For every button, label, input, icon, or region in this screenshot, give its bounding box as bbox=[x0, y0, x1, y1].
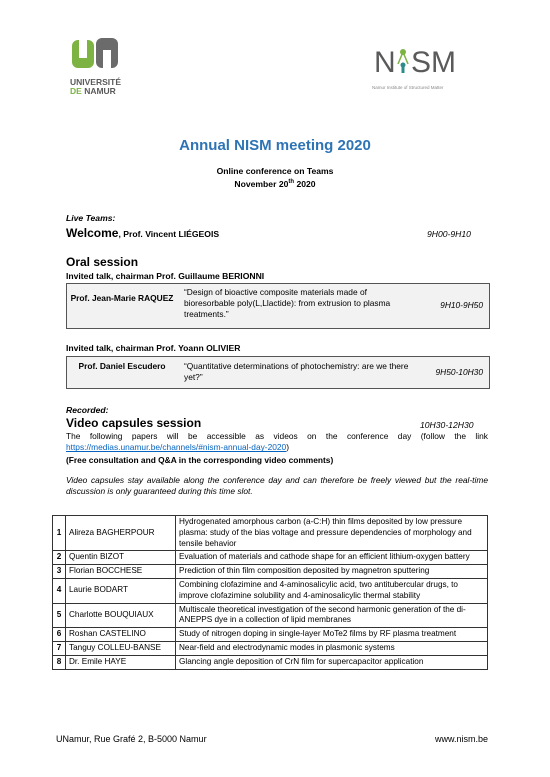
nism-logo bbox=[372, 44, 492, 90]
capsule-row bbox=[53, 516, 488, 551]
welcome-time: 9H00-9H10 bbox=[427, 229, 471, 239]
capsule-number: 3 bbox=[53, 565, 66, 579]
capsule-row bbox=[53, 628, 488, 642]
capsule-number: 4 bbox=[53, 578, 66, 603]
talk-2-box bbox=[66, 356, 490, 389]
capsule-number: 1 bbox=[53, 516, 66, 551]
capsule-number: 7 bbox=[53, 641, 66, 655]
capsule-number: 8 bbox=[53, 655, 66, 669]
video-session-heading: Video capsules session bbox=[66, 416, 202, 430]
page-title: Annual NISM meeting 2020 bbox=[179, 137, 371, 154]
capsule-number: 6 bbox=[53, 628, 66, 642]
welcome-chair: , Prof. Vincent LIÉGEOIS bbox=[118, 229, 220, 239]
talk-1-box bbox=[66, 283, 490, 329]
capsule-row bbox=[53, 565, 488, 579]
video-intro-paragraph: The following papers will be accessible as videos on the conference day (follow the link https://medias.unamur.be/channels/#nism-annual-day-2020) bbox=[66, 431, 488, 453]
capsule-row bbox=[53, 641, 488, 655]
capsule-row bbox=[53, 603, 488, 628]
unamur-logo bbox=[70, 36, 126, 96]
capsule-title: Study of nitrogen doping in single-layer MoTe2 films by RF plasma treatment bbox=[176, 628, 488, 642]
oral-chair-2: Invited talk, chairman Prof. Yoann OLIVIER bbox=[66, 343, 241, 353]
footer-address: UNamur, Rue Grafé 2, B-5000 Namur bbox=[56, 734, 207, 744]
capsule-author: Tanguy COLLEU-BANSE bbox=[66, 641, 176, 655]
talk-1-title: “Design of bioactive composite materials made of bioresorbable poly(L,Llactide): from extrusion to plasma treatments.” bbox=[184, 287, 391, 319]
capsule-author: Laurie BODART bbox=[66, 578, 176, 603]
oral-session-heading: Oral session bbox=[66, 255, 139, 269]
welcome-line bbox=[66, 224, 219, 242]
capsule-number: 2 bbox=[53, 551, 66, 565]
oral-chair-1: Invited talk, chairman Prof. Guillaume BERIONNI bbox=[66, 271, 265, 281]
welcome-heading: Welcome bbox=[66, 226, 119, 240]
footer-website[interactable]: www.nism.be bbox=[434, 734, 488, 744]
video-capsules-table bbox=[52, 515, 488, 670]
video-session-time: 10H30-12H30 bbox=[420, 420, 474, 430]
conference-date: November 20th 2020 bbox=[234, 179, 316, 189]
capsule-title: Multiscale theoretical investigation of the second harmonic generation of the di-ANEPPS dye in a collection of lipid membranes bbox=[176, 603, 488, 628]
unamur-wordmark: UNIVERSITÉ DE NAMUR bbox=[70, 77, 122, 96]
live-teams-label: Live Teams: bbox=[66, 213, 116, 223]
capsule-author: Alireza BAGHERPOUR bbox=[66, 516, 176, 551]
capsule-title: Near-field and electrodynamic modes in plasmonic systems bbox=[176, 641, 488, 655]
talk-2-time: 9H50-10H30 bbox=[435, 367, 483, 377]
talk-2-title: “Quantitative determinations of photochemistry: are we there yet?” bbox=[184, 361, 409, 382]
capsule-number: 5 bbox=[53, 603, 66, 628]
capsule-title: Glancing angle deposition of CrN film for supercapacitor application bbox=[176, 655, 488, 669]
capsule-title: Combining clofazimine and 4-aminosalicylic acid, two antitubercular drugs, to improve clofazimine solubility and 4-aminosalicylic thermal stability bbox=[176, 578, 488, 603]
conference-subtitle: Online conference on Teams bbox=[216, 166, 334, 176]
recorded-label: Recorded: bbox=[66, 405, 109, 415]
capsule-author: Florian BOCCHESE bbox=[66, 565, 176, 579]
nism-tagline: Namur Institute of Structured Matter bbox=[372, 85, 444, 90]
capsule-row bbox=[53, 578, 488, 603]
talk-1-time: 9H10-9H50 bbox=[440, 300, 483, 310]
capsule-author: Quentin BIZOT bbox=[66, 551, 176, 565]
capsule-title: Prediction of thin film composition deposited by magnetron sputtering bbox=[176, 565, 488, 579]
capsule-title: Hydrogenated amorphous carbon (a-C:H) thin films deposited by low pressure plasma: study of the bias voltage and pressure dependencies of morphology and tensile behavior bbox=[176, 516, 488, 551]
capsule-title: Evaluation of materials and cathode shape for an efficient lithium-oxygen battery bbox=[176, 551, 488, 565]
nism-logo-mark bbox=[372, 44, 462, 78]
svg-text:N: N bbox=[374, 46, 396, 78]
video-qa-note: (Free consultation and Q&A in the corresponding video comments) bbox=[66, 455, 334, 465]
capsule-author: Roshan CASTELINO bbox=[66, 628, 176, 642]
talk-1-speaker: Prof. Jean-Marie RAQUEZ bbox=[70, 293, 174, 303]
video-availability-note: Video capsules stay available along the conference day and can therefore be freely viewed but the real-time discussion is only guaranteed during this time slot. bbox=[66, 475, 488, 497]
capsule-row bbox=[53, 655, 488, 669]
svg-text:SM: SM bbox=[411, 46, 456, 78]
unamur-logo-mark bbox=[70, 36, 122, 70]
capsule-author: Charlotte BOUQUIAUX bbox=[66, 603, 176, 628]
capsule-row bbox=[53, 551, 488, 565]
video-channel-link[interactable]: https://medias.unamur.be/channels/#nism-annual-day-2020 bbox=[66, 442, 287, 453]
talk-2-speaker: Prof. Daniel Escudero bbox=[78, 361, 166, 371]
capsule-author: Dr. Emile HAYE bbox=[66, 655, 176, 669]
